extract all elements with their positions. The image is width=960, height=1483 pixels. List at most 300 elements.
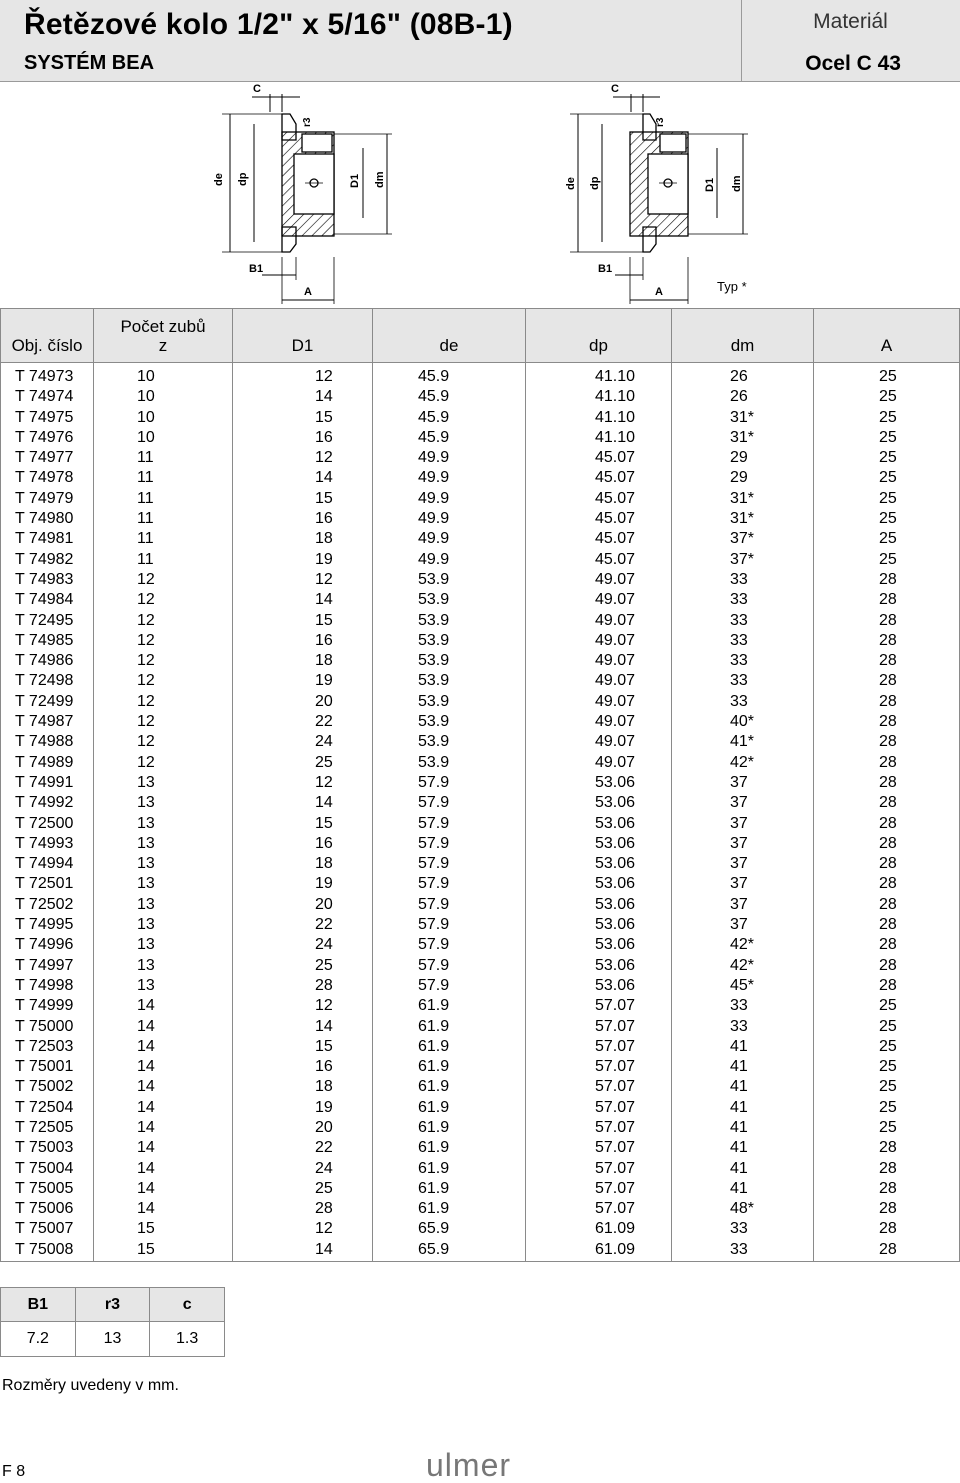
table-cell-obj: T 75004 — [15, 1159, 74, 1177]
table-cell-d1: 16 — [315, 1058, 333, 1076]
label-dp-right: dp — [589, 176, 601, 190]
table-cell-obj: T 74988 — [15, 733, 74, 751]
table-cell-obj: T 75001 — [15, 1058, 74, 1076]
table-cell-de: 61.9 — [418, 1179, 450, 1197]
table-body — [1, 363, 959, 1261]
param-value-c: 1.3 — [150, 1322, 225, 1357]
table-cell-de: 49.9 — [418, 489, 450, 507]
table-cell-de: 61.9 — [418, 1037, 450, 1055]
table-cell-de: 53.9 — [418, 591, 450, 609]
param-value-b1: 7.2 — [1, 1322, 76, 1357]
table-cell-dp: 45.07 — [595, 550, 636, 568]
sprocket-table — [0, 308, 960, 1262]
table-cell-z: 13 — [137, 855, 155, 873]
table-cell-d1: 12 — [315, 368, 333, 385]
table-cell-a: 28 — [879, 692, 897, 710]
table-cell-dm: 41 — [730, 1098, 748, 1116]
table-cell-de: 57.9 — [418, 773, 450, 791]
table-cell-z: 14 — [137, 1200, 155, 1218]
table-cell-a: 25 — [879, 530, 897, 548]
parameters-value-row — [1, 1322, 225, 1357]
table-cell-a: 28 — [879, 875, 897, 893]
table-cell-obj: T 74975 — [15, 408, 74, 426]
table-cell-dp: 61.09 — [595, 1240, 636, 1258]
table-cell-de: 57.9 — [418, 976, 450, 994]
table-cell-z: 14 — [137, 1139, 155, 1157]
table-cell-obj: T 74973 — [15, 368, 74, 385]
table-cell-dp: 53.06 — [595, 814, 636, 832]
table-cell-z: 12 — [137, 611, 155, 629]
table-cell-d1: 19 — [315, 672, 333, 690]
table-cell-d1: 15 — [315, 1037, 333, 1055]
table-cell-a: 28 — [879, 773, 897, 791]
table-cell-a: 25 — [879, 1037, 897, 1055]
table-cell-d1: 14 — [315, 1017, 333, 1035]
table-cell-d1: 16 — [315, 510, 333, 528]
table-cell-de: 53.9 — [418, 692, 450, 710]
table-cell-obj: T 75005 — [15, 1179, 74, 1197]
table-cell-obj: T 75000 — [15, 1017, 74, 1035]
table-cell-z: 13 — [137, 895, 155, 913]
table-cell-d1: 16 — [315, 631, 333, 649]
table-cell-obj: T 74998 — [15, 976, 74, 994]
table-cell-obj: T 72504 — [15, 1098, 74, 1116]
table-cell-a: 28 — [879, 895, 897, 913]
table-cell-obj: T 74983 — [15, 570, 74, 588]
table-cell-dp: 57.07 — [595, 1200, 636, 1218]
table-cell-dm: 37 — [730, 794, 748, 812]
table-cell-d1: 18 — [315, 855, 333, 873]
sprocket-drawings-svg — [0, 82, 960, 308]
table-cell-de: 61.9 — [418, 1017, 450, 1035]
table-cell-dp: 61.09 — [595, 1220, 636, 1238]
table-cell-obj: T 75006 — [15, 1200, 74, 1218]
table-cell-d1: 18 — [315, 1078, 333, 1096]
table-cell-dm: 41* — [730, 733, 755, 751]
table-cell-z: 11 — [137, 530, 154, 548]
table-cell-d1: 12 — [315, 997, 333, 1015]
table-cell-z: 10 — [137, 428, 155, 446]
table-cell-de: 45.9 — [418, 388, 450, 406]
table-cell-z: 15 — [137, 1220, 155, 1238]
table-cell-a: 28 — [879, 1139, 897, 1157]
param-header-b1: B1 — [1, 1288, 76, 1322]
table-cell-a: 28 — [879, 753, 897, 771]
table-cell-d1: 20 — [315, 692, 333, 710]
table-cell-d1: 22 — [315, 1139, 333, 1157]
table-cell-obj: T 75002 — [15, 1078, 74, 1096]
table-cell-dp: 53.06 — [595, 895, 636, 913]
table-cell-a: 25 — [879, 1078, 897, 1096]
table-cell-de: 53.9 — [418, 672, 450, 690]
table-cell-d1: 22 — [315, 916, 333, 934]
table-cell-d1: 19 — [315, 875, 333, 893]
label-dp-left: dp — [237, 172, 249, 186]
parameters-header-row — [1, 1288, 225, 1322]
table-cell-dm: 37 — [730, 773, 748, 791]
table-cell-z: 10 — [137, 388, 155, 406]
table-cell-dm: 33 — [730, 997, 748, 1015]
table-cell-d1: 22 — [315, 713, 333, 731]
param-value-r3: 13 — [75, 1322, 150, 1357]
table-cell-d1: 15 — [315, 814, 333, 832]
table-header — [1, 309, 959, 363]
table-cell-dm: 33 — [730, 1017, 748, 1035]
table-cell-obj: T 75007 — [15, 1220, 74, 1238]
table-cell-d1: 12 — [315, 449, 333, 467]
table-cell-a: 28 — [879, 611, 897, 629]
table-cell-dm: 41 — [730, 1078, 748, 1096]
table-cell-dp: 53.06 — [595, 875, 636, 893]
table-cell-dp: 53.06 — [595, 773, 636, 791]
table-cell-de: 53.9 — [418, 733, 450, 751]
table-cell-de: 49.9 — [418, 469, 450, 487]
table-cell-dp: 41.10 — [595, 408, 636, 426]
table-cell-dm: 31* — [730, 489, 755, 507]
table-cell-z: 14 — [137, 1098, 155, 1116]
table-cell-obj: T 74977 — [15, 449, 74, 467]
table-cell-a: 28 — [879, 631, 897, 649]
table-cell-dp: 49.07 — [595, 611, 636, 629]
table-cell-a: 28 — [879, 1220, 897, 1238]
table-cell-obj: T 74979 — [15, 489, 74, 507]
column-z — [94, 363, 233, 1261]
table-cell-dp: 49.07 — [595, 591, 636, 609]
table-cell-dp: 53.06 — [595, 976, 636, 994]
table-cell-z: 11 — [137, 469, 154, 487]
table-cell-dm: 48* — [730, 1200, 755, 1218]
table-cell-dp: 45.07 — [595, 510, 636, 528]
table-cell-z: 12 — [137, 733, 155, 751]
table-cell-obj: T 74985 — [15, 631, 74, 649]
table-cell-a: 28 — [879, 956, 897, 974]
table-cell-obj: T 75008 — [15, 1240, 74, 1258]
header-z — [94, 309, 233, 362]
table-cell-d1: 25 — [315, 1179, 333, 1197]
table-cell-d1: 14 — [315, 591, 333, 609]
table-cell-dp: 53.06 — [595, 956, 636, 974]
page-subtitle: SYSTÉM BEA — [24, 52, 155, 74]
table-cell-z: 14 — [137, 1179, 155, 1197]
label-b1-left: B1 — [249, 263, 264, 275]
header-dp-label: dp — [589, 336, 608, 355]
table-cell-obj: T 74980 — [15, 510, 74, 528]
header-d1-label: D1 — [291, 336, 314, 355]
table-cell-a: 28 — [879, 591, 897, 609]
table-cell-d1: 24 — [315, 1159, 333, 1177]
parameters-table — [0, 1287, 225, 1357]
table-cell-dp: 57.07 — [595, 1179, 636, 1197]
label-dm-right: dm — [731, 175, 743, 192]
table-cell-z: 12 — [137, 753, 155, 771]
table-cell-dm: 31* — [730, 510, 755, 528]
table-cell-de: 61.9 — [418, 1139, 450, 1157]
table-cell-z: 12 — [137, 631, 155, 649]
table-cell-dm: 37 — [730, 855, 748, 873]
table-cell-dm: 33 — [730, 692, 748, 710]
table-cell-a: 28 — [879, 1240, 897, 1258]
table-cell-d1: 14 — [315, 469, 333, 487]
table-cell-dm: 41 — [730, 1118, 748, 1136]
table-cell-de: 57.9 — [418, 794, 450, 812]
header-a-label: A — [880, 336, 893, 355]
table-cell-dm: 41 — [730, 1159, 748, 1177]
table-cell-obj: T 74994 — [15, 855, 74, 873]
ulmer-logo: ulmer — [426, 1447, 512, 1483]
table-cell-de: 53.9 — [418, 570, 450, 588]
table-cell-z: 13 — [137, 916, 155, 934]
table-cell-dm: 37 — [730, 834, 748, 852]
table-cell-dm: 33 — [730, 652, 748, 670]
label-d1-right: D1 — [704, 177, 716, 192]
table-cell-dm: 42* — [730, 936, 755, 954]
table-cell-obj: T 75003 — [15, 1139, 74, 1157]
table-cell-dp: 49.07 — [595, 753, 636, 771]
table-cell-z: 14 — [137, 1017, 155, 1035]
param-header-c: c — [150, 1288, 225, 1322]
table-cell-obj: T 74986 — [15, 652, 74, 670]
table-cell-obj: T 74982 — [15, 550, 74, 568]
table-cell-obj: T 74981 — [15, 530, 74, 548]
table-cell-dp: 53.06 — [595, 916, 636, 934]
table-cell-dp: 41.10 — [595, 388, 636, 406]
table-cell-a: 25 — [879, 469, 897, 487]
table-cell-dp: 53.06 — [595, 936, 636, 954]
table-cell-dp: 57.07 — [595, 1139, 636, 1157]
table-cell-dm: 33 — [730, 611, 748, 629]
table-cell-d1: 14 — [315, 388, 333, 406]
table-cell-d1: 12 — [315, 773, 333, 791]
table-cell-de: 53.9 — [418, 713, 450, 731]
table-cell-dm: 37* — [730, 530, 755, 548]
label-d1-left: D1 — [349, 173, 361, 188]
table-cell-de: 53.9 — [418, 631, 450, 649]
material-label: Materiál — [813, 10, 888, 33]
table-cell-de: 61.9 — [418, 1058, 450, 1076]
table-cell-a: 28 — [879, 855, 897, 873]
table-cell-d1: 12 — [315, 1220, 333, 1238]
table-cell-d1: 12 — [315, 570, 333, 588]
table-cell-obj: T 74992 — [15, 794, 74, 812]
table-cell-dm: 45* — [730, 976, 755, 994]
table-cell-z: 13 — [137, 875, 155, 893]
table-cell-obj: T 74997 — [15, 956, 74, 974]
table-cell-obj: T 72505 — [15, 1118, 74, 1136]
table-cell-dm: 29 — [730, 469, 748, 487]
table-cell-d1: 25 — [315, 753, 333, 771]
table-cell-de: 53.9 — [418, 753, 450, 771]
table-cell-a: 25 — [879, 1118, 897, 1136]
table-cell-de: 57.9 — [418, 956, 450, 974]
table-cell-dm: 29 — [730, 449, 748, 467]
table-cell-de: 57.9 — [418, 834, 450, 852]
label-de-right: de — [565, 177, 577, 190]
technical-drawings — [0, 82, 960, 308]
table-cell-dp: 57.07 — [595, 1159, 636, 1177]
table-cell-d1: 19 — [315, 550, 333, 568]
table-cell-z: 10 — [137, 408, 155, 426]
table-cell-dm: 42* — [730, 753, 755, 771]
table-cell-z: 12 — [137, 692, 155, 710]
label-type-right: Typ * — [717, 279, 747, 294]
table-cell-de: 49.9 — [418, 449, 450, 467]
label-c-left: C — [253, 83, 261, 95]
table-cell-d1: 14 — [315, 794, 333, 812]
table-cell-dm: 33 — [730, 570, 748, 588]
table-cell-z: 13 — [137, 976, 155, 994]
table-cell-obj: T 74978 — [15, 469, 74, 487]
page-header — [0, 0, 960, 82]
table-cell-d1: 28 — [315, 1200, 333, 1218]
param-header-r3: r3 — [75, 1288, 150, 1322]
table-cell-de: 65.9 — [418, 1220, 450, 1238]
label-r3-left: r3 — [302, 117, 313, 127]
table-cell-dp: 41.10 — [595, 428, 636, 446]
table-cell-dp: 49.07 — [595, 631, 636, 649]
table-cell-a: 25 — [879, 388, 897, 406]
table-cell-dp: 45.07 — [595, 469, 636, 487]
table-cell-dp: 49.07 — [595, 652, 636, 670]
table-cell-obj: T 74974 — [15, 388, 74, 406]
table-cell-a: 28 — [879, 1159, 897, 1177]
table-cell-dp: 53.06 — [595, 855, 636, 873]
label-de-left: de — [213, 173, 225, 186]
column-dp — [526, 363, 672, 1261]
table-cell-dm: 33 — [730, 631, 748, 649]
label-c-right: C — [611, 83, 619, 95]
table-cell-a: 28 — [879, 834, 897, 852]
table-cell-de: 61.9 — [418, 1118, 450, 1136]
page-label: F 8 — [2, 1463, 26, 1480]
label-dm-left: dm — [374, 171, 386, 188]
table-cell-z: 12 — [137, 672, 155, 690]
table-cell-a: 25 — [879, 408, 897, 426]
header-dp — [526, 309, 672, 362]
table-cell-a: 28 — [879, 814, 897, 832]
table-cell-dm: 33 — [730, 1240, 748, 1258]
header-z-label: z — [158, 336, 168, 355]
table-cell-z: 13 — [137, 794, 155, 812]
table-cell-a: 25 — [879, 489, 897, 507]
table-cell-d1: 15 — [315, 489, 333, 507]
table-cell-dp: 57.07 — [595, 1058, 636, 1076]
table-cell-obj: T 72498 — [15, 672, 74, 690]
header-dm-label: dm — [730, 336, 755, 355]
header-d1 — [233, 309, 373, 362]
table-cell-a: 28 — [879, 976, 897, 994]
table-cell-de: 57.9 — [418, 875, 450, 893]
table-cell-de: 57.9 — [418, 855, 450, 873]
table-cell-z: 13 — [137, 834, 155, 852]
table-cell-dp: 49.07 — [595, 672, 636, 690]
table-cell-z: 15 — [137, 1240, 155, 1258]
table-cell-de: 61.9 — [418, 1159, 450, 1177]
table-cell-dp: 49.07 — [595, 692, 636, 710]
table-cell-dp: 49.07 — [595, 733, 636, 751]
table-cell-a: 25 — [879, 449, 897, 467]
table-cell-z: 14 — [137, 1159, 155, 1177]
table-cell-obj: T 74989 — [15, 753, 74, 771]
table-cell-de: 53.9 — [418, 652, 450, 670]
column-de — [373, 363, 526, 1261]
table-cell-d1: 28 — [315, 976, 333, 994]
table-cell-d1: 14 — [315, 1240, 333, 1258]
table-cell-z: 13 — [137, 936, 155, 954]
table-cell-obj: T 72503 — [15, 1037, 74, 1055]
table-cell-de: 49.9 — [418, 530, 450, 548]
table-cell-de: 49.9 — [418, 510, 450, 528]
table-cell-obj: T 72500 — [15, 814, 74, 832]
table-cell-a: 25 — [879, 550, 897, 568]
table-cell-dm: 37 — [730, 814, 748, 832]
header-de-label: de — [439, 336, 459, 355]
table-cell-z: 10 — [137, 368, 155, 385]
table-cell-de: 45.9 — [418, 408, 450, 426]
table-cell-de: 61.9 — [418, 997, 450, 1015]
table-cell-a: 28 — [879, 713, 897, 731]
label-r3-right: r3 — [655, 117, 666, 127]
table-cell-a: 28 — [879, 672, 897, 690]
header-obj — [1, 309, 94, 362]
table-cell-a: 28 — [879, 570, 897, 588]
table-cell-de: 49.9 — [418, 550, 450, 568]
table-cell-z: 11 — [137, 489, 154, 507]
table-cell-dp: 53.06 — [595, 794, 636, 812]
table-cell-dm: 33 — [730, 672, 748, 690]
table-cell-dp: 57.07 — [595, 1037, 636, 1055]
table-cell-z: 11 — [137, 550, 154, 568]
table-cell-d1: 16 — [315, 834, 333, 852]
table-cell-dm: 41 — [730, 1139, 748, 1157]
table-cell-de: 53.9 — [418, 611, 450, 629]
table-cell-dm: 37* — [730, 550, 755, 568]
table-cell-dm: 42* — [730, 956, 755, 974]
table-cell-de: 61.9 — [418, 1098, 450, 1116]
table-cell-d1: 25 — [315, 956, 333, 974]
table-cell-a: 28 — [879, 916, 897, 934]
table-cell-d1: 24 — [315, 936, 333, 954]
table-cell-z: 13 — [137, 814, 155, 832]
table-cell-dp: 45.07 — [595, 449, 636, 467]
table-cell-a: 28 — [879, 733, 897, 751]
table-cell-dm: 41 — [730, 1058, 748, 1076]
table-cell-dp: 49.07 — [595, 713, 636, 731]
table-cell-obj: T 74976 — [15, 428, 74, 446]
table-cell-dm: 33 — [730, 591, 748, 609]
header-z-top: Počet zubů — [120, 317, 206, 336]
table-cell-obj: T 74999 — [15, 997, 74, 1015]
table-cell-z: 14 — [137, 1037, 155, 1055]
table-cell-z: 13 — [137, 773, 155, 791]
table-cell-obj: T 74993 — [15, 834, 74, 852]
table-cell-d1: 19 — [315, 1098, 333, 1116]
column-obj — [1, 363, 94, 1261]
table-cell-dm: 37 — [730, 916, 748, 934]
page-title: Řetězové kolo 1/2" x 5/16" (08B-1) — [24, 8, 513, 41]
table-cell-dm: 31* — [730, 408, 755, 426]
table-cell-obj: T 72501 — [15, 875, 74, 893]
table-cell-dm: 40* — [730, 713, 755, 731]
column-dm — [672, 363, 814, 1261]
table-cell-z: 14 — [137, 1078, 155, 1096]
table-cell-d1: 15 — [315, 408, 333, 426]
label-a-left: A — [304, 286, 312, 298]
table-cell-a: 25 — [879, 1058, 897, 1076]
table-cell-z: 14 — [137, 1118, 155, 1136]
table-cell-dp: 57.07 — [595, 1118, 636, 1136]
table-cell-z: 11 — [137, 449, 154, 467]
table-cell-a: 25 — [879, 997, 897, 1015]
